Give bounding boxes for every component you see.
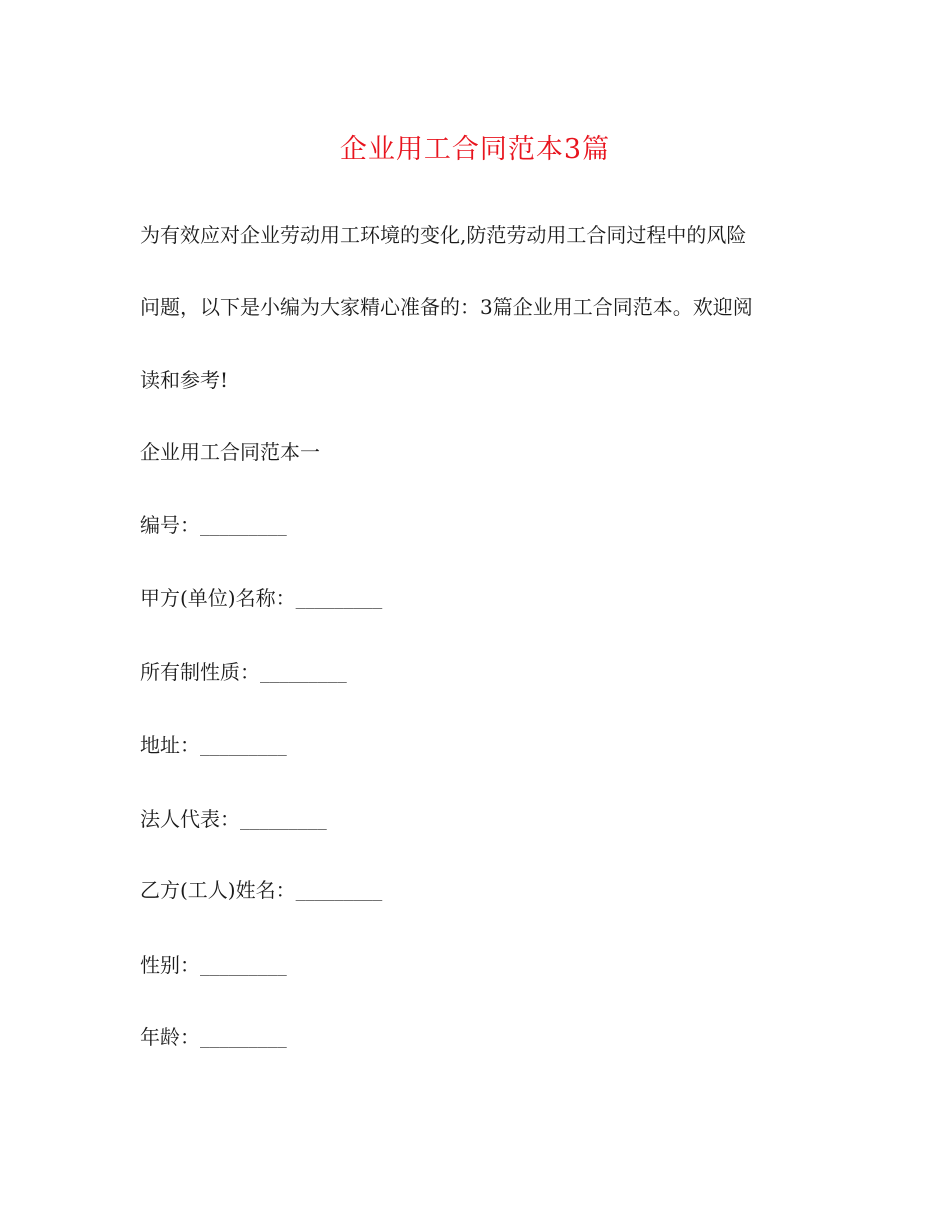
field-blank: _________ (295, 590, 383, 609)
field-age (140, 1017, 287, 1059)
field-ownership-type (140, 652, 347, 694)
field-label: 性别： (140, 953, 200, 977)
field-legal-representative (140, 799, 327, 841)
document-title: 企业用工合同范本3篇 (339, 134, 611, 165)
field-label: 法人代表： (140, 807, 240, 831)
intro-line-1: 为有效应对企业劳动用工环境的变化,防范劳动用工合同过程中的风险 (140, 223, 747, 247)
field-blank: _________ (240, 811, 327, 830)
field-address (140, 725, 287, 767)
field-label: 乙方(工人)姓名： (140, 878, 296, 902)
intro-line-3: 读和参考! (140, 368, 229, 392)
field-blank: _________ (200, 957, 287, 976)
field-number (140, 505, 287, 547)
field-blank: _________ (260, 664, 347, 683)
field-blank: _________ (295, 882, 383, 901)
field-label: 地址： (140, 733, 200, 757)
field-party-b-name (140, 870, 382, 912)
intro-line-2: 问题，以下是小编为大家精心准备的：3篇企业用工合同范本。欢迎阅 (140, 295, 753, 319)
field-blank: _________ (200, 517, 287, 536)
field-gender (140, 945, 287, 987)
field-blank: _________ (200, 737, 287, 756)
field-label: 编号： (140, 513, 200, 537)
section-heading: 企业用工合同范本一 (140, 440, 320, 464)
field-label: 甲方(单位)名称： (140, 586, 296, 610)
field-label: 年龄： (140, 1025, 200, 1049)
field-label: 所有制性质： (140, 660, 260, 684)
field-party-a-name (140, 578, 382, 620)
field-blank: _________ (200, 1029, 287, 1048)
